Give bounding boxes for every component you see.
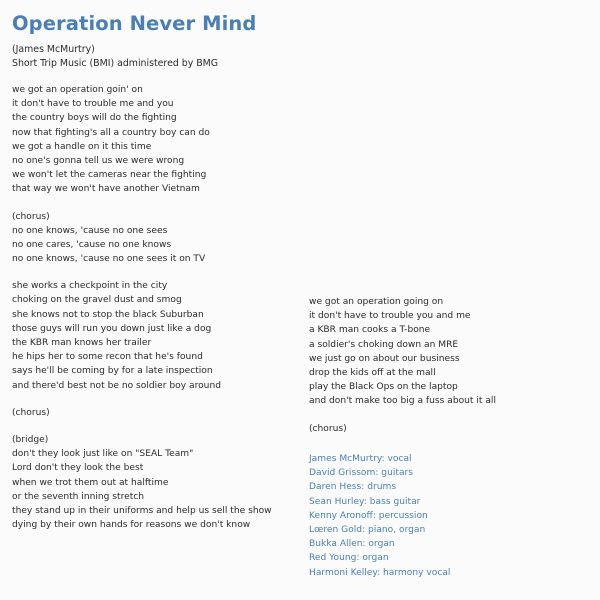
lyric-line: they stand up in their uniforms and help us sell the show: [12, 505, 272, 516]
lyric-line: we got an operation going on: [309, 297, 444, 307]
lyric-line: we got an operation goin' on: [12, 85, 143, 95]
lyric-line: Lord don't they look the best: [12, 463, 144, 474]
lyric-line: she works a checkpoint in the city: [12, 281, 168, 292]
lyric-line: it don't have to trouble me and you: [12, 99, 174, 110]
personnel-credits: [309, 452, 450, 580]
song-title: Operation Never Mind: [12, 12, 257, 35]
lyric-line: no one knows, 'cause no one sees it on TV: [12, 254, 206, 265]
lyric-line: (bridge): [12, 434, 49, 445]
lyric-line: he hips her to some recon that he's found: [12, 352, 203, 363]
publisher-credit: Short Trip Music (BMI) administered by BMG: [12, 58, 219, 69]
lyric-line: that way we won't have another Vietnam: [12, 184, 200, 195]
lyric-line: when we trot them out at halftime: [12, 477, 169, 488]
personnel-entry: Lœren Gold: piano, organ: [309, 524, 426, 535]
lyric-line: we just go on about our business: [309, 353, 460, 364]
lyric-line: don't they look just like on "SEAL Team": [12, 449, 194, 460]
lyric-line: drop the kids off at the mall: [309, 367, 436, 378]
lyrics-left-column: [12, 83, 272, 532]
lyric-line: those guys will run you down just like a dog: [12, 323, 212, 334]
lyric-line: a soldier's choking down an MRE: [309, 339, 459, 350]
lyric-line: no one's gonna tell us we were wrong: [12, 155, 185, 166]
personnel-entry: Bukka Allen: organ: [309, 539, 395, 550]
lyric-line: play the Black Ops on the laptop: [309, 382, 458, 393]
personnel-entry: Harmoni Kelley: harmony vocal: [309, 567, 451, 578]
lyric-line: she knows not to stop the black Suburban: [12, 309, 204, 320]
stanza-gap: [12, 393, 272, 406]
lyric-line: or the seventh inning stretch: [12, 491, 145, 502]
lyric-line: no one cares, 'cause no one knows: [12, 239, 172, 250]
lyrics-right-column: [309, 295, 496, 436]
stanza-gap: [309, 409, 496, 422]
personnel-entry: Red Young: organ: [309, 553, 389, 564]
lyric-line: and there'd best not be no soldier boy around: [12, 380, 221, 391]
lyric-line: (chorus): [309, 423, 347, 434]
lyric-line: choking on the gravel dust and smog: [12, 295, 182, 306]
personnel-entry: Sean Hurley: bass guitar: [309, 496, 421, 507]
personnel-entry: Daren Hess: drums: [309, 482, 397, 493]
songwriter-credit: (James McMurtry): [12, 44, 95, 55]
personnel-entry: Kenny Aronoff: percussion: [309, 510, 428, 521]
lyric-line: we won't let the cameras near the fighting: [12, 170, 207, 181]
lyric-line: dying by their own hands for reasons we don't know: [12, 520, 251, 531]
stanza-gap: [12, 420, 272, 433]
lyric-line: a KBR man cooks a T-bone: [309, 325, 431, 336]
stanza-gap: [12, 197, 272, 210]
lyric-line: and don't make too big a fuss about it all: [309, 396, 496, 407]
lyric-line: no one knows, 'cause no one sees: [12, 225, 168, 236]
lyric-line: the KBR man knows her trailer: [12, 338, 152, 348]
lyric-line: we got a handle on it this time: [12, 141, 152, 152]
personnel-entry: James McMurtry: vocal: [309, 454, 412, 464]
stanza-gap: [12, 266, 272, 279]
lyric-line: the country boys will do the fighting: [12, 113, 177, 124]
lyric-line: now that fighting's all a country boy can do: [12, 127, 210, 138]
lyric-line: says he'll be coming by for a late inspection: [12, 366, 213, 377]
lyric-line: it don't have to trouble you and me: [309, 311, 471, 322]
personnel-entry: David Grissom: guitars: [309, 468, 413, 479]
lyric-line: (chorus): [12, 407, 50, 418]
lyric-line: (chorus): [12, 211, 50, 222]
